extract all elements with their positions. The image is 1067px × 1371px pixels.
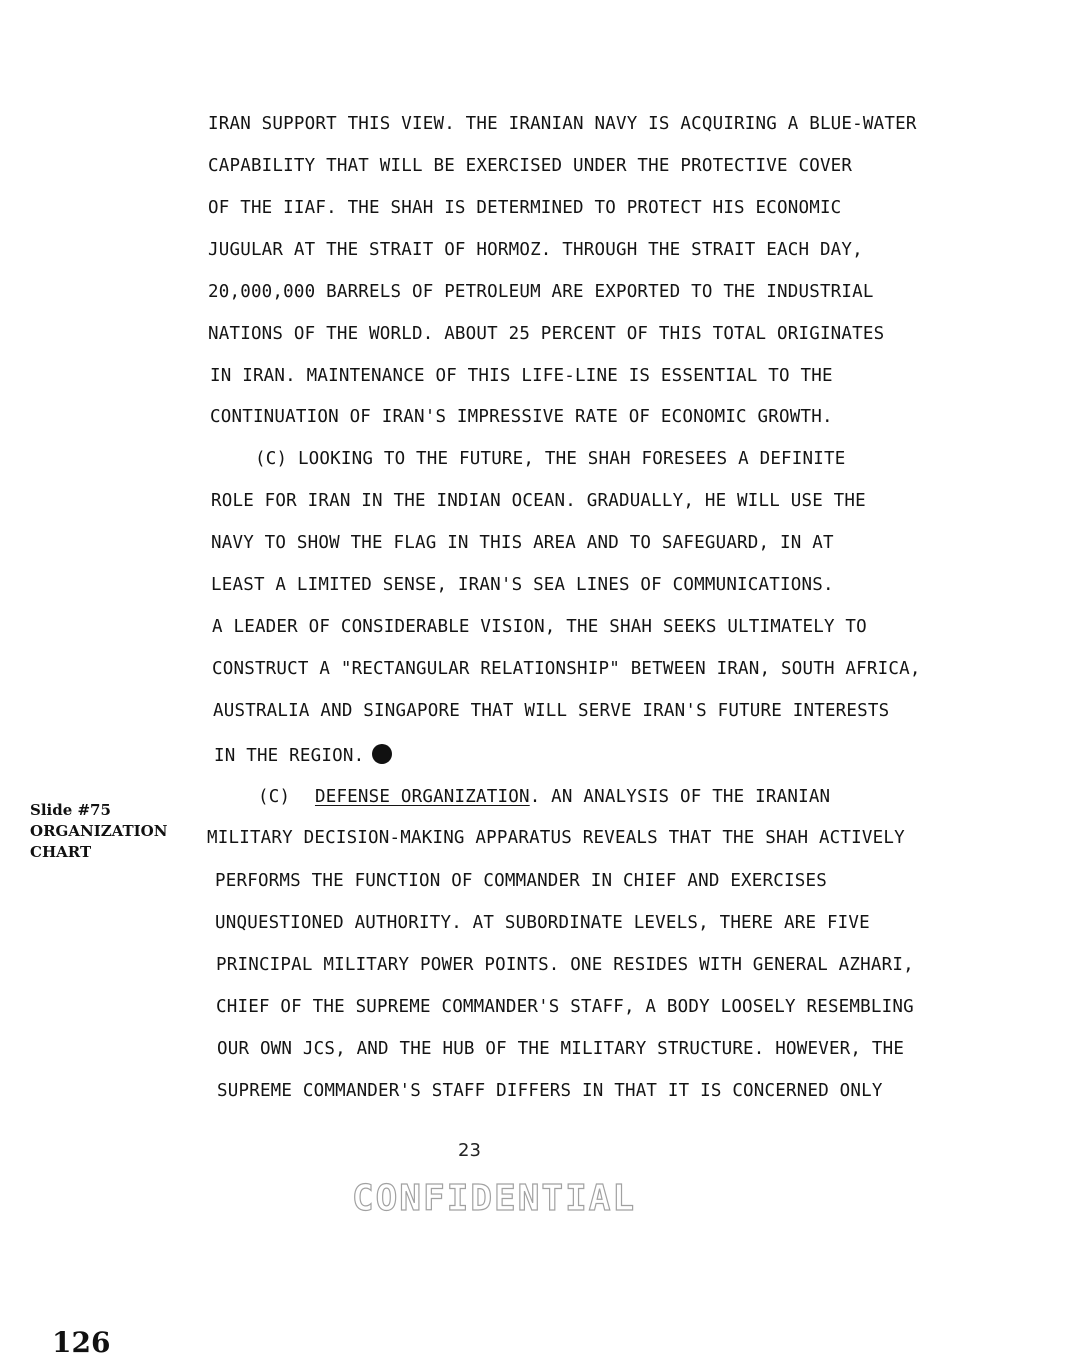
text-line: OF THE IIAF. THE SHAH IS DETERMINED TO PROTECT HIS ECONOMIC — [208, 198, 842, 218]
text-line: CONTINUATION OF IRAN'S IMPRESSIVE RATE OF ECONOMIC GROWTH. — [210, 407, 833, 427]
text-line: A LEADER OF CONSIDERABLE VISION, THE SHAH SEEKS ULTIMATELY TO — [212, 617, 867, 637]
text-line: IRAN SUPPORT THIS VIEW. THE IRANIAN NAVY IS ACQUIRING A BLUE-WATER — [208, 114, 917, 134]
classification-stamp — [352, 1168, 637, 1219]
text-line: IN THE REGION. — [214, 746, 365, 766]
text-line: CHIEF OF THE SUPREME COMMANDER'S STAFF, A BODY LOOSELY RESEMBLING — [216, 997, 914, 1017]
text-line-with-mark — [214, 744, 392, 767]
text-line: ROLE FOR IRAN IN THE INDIAN OCEAN. GRADUALLY, HE WILL USE THE — [211, 491, 866, 511]
text-line: IN IRAN. MAINTENANCE OF THIS LIFE-LINE IS ESSENTIAL TO THE — [210, 366, 833, 386]
text-line: PRINCIPAL MILITARY POWER POINTS. ONE RESIDES WITH GENERAL AZHARI, — [216, 955, 914, 975]
text-line: UNQUESTIONED AUTHORITY. AT SUBORDINATE LEVELS, THERE ARE FIVE — [215, 913, 870, 933]
section-heading: DEFENSE ORGANIZATION — [314, 787, 530, 807]
text-line: LEAST A LIMITED SENSE, IRAN'S SEA LINES OF COMMUNICATIONS. — [211, 575, 834, 595]
outer-page-number: 126 — [52, 1326, 111, 1359]
margin-annotation — [30, 800, 167, 863]
text-line: NATIONS OF THE WORLD. ABOUT 25 PERCENT OF THIS TOTAL ORIGINATES — [208, 324, 885, 344]
text-line: NAVY TO SHOW THE FLAG IN THIS AREA AND TO SAFEGUARD, IN AT — [211, 533, 834, 553]
text-line: MILITARY DECISION-MAKING APPARATUS REVEALS THAT THE SHAH ACTIVELY — [207, 828, 905, 848]
text-line: OUR OWN JCS, AND THE HUB OF THE MILITARY STRUCTURE. HOWEVER, THE — [217, 1039, 905, 1059]
margin-note-title: ORGANIZATION — [30, 822, 168, 840]
section-heading-line — [258, 786, 830, 808]
paragraph-end-mark-icon — [372, 744, 392, 764]
text-line: SUPREME COMMANDER'S STAFF DIFFERS IN THAT IT IS CONCERNED ONLY — [217, 1081, 883, 1101]
text-line: CONSTRUCT A "RECTANGULAR RELATIONSHIP" BETWEEN IRAN, SOUTH AFRICA, — [212, 659, 921, 679]
classification-prefix: (C) — [258, 787, 291, 807]
text-line: (C) LOOKING TO THE FUTURE, THE SHAH FORESEES A DEFINITE — [255, 449, 846, 469]
text-line: JUGULAR AT THE STRAIT OF HORMOZ. THROUGH THE STRAIT EACH DAY, — [208, 240, 863, 260]
text-line: 20,000,000 BARRELS OF PETROLEUM ARE EXPORTED TO THE INDUSTRIAL — [208, 282, 874, 302]
text-line: . AN ANALYSIS OF THE IRANIAN — [529, 787, 831, 807]
inner-page-number: 23 — [458, 1140, 481, 1161]
text-line: CAPABILITY THAT WILL BE EXERCISED UNDER THE PROTECTIVE COVER — [208, 156, 853, 176]
margin-note-subtitle: CHART — [30, 843, 92, 861]
text-line: AUSTRALIA AND SINGAPORE THAT WILL SERVE IRAN'S FUTURE INTERESTS — [213, 701, 890, 721]
classification-stamp-text: CONFIDENTIAL — [352, 1178, 637, 1219]
text-line: PERFORMS THE FUNCTION OF COMMANDER IN CHIEF AND EXERCISES — [215, 871, 827, 891]
margin-note-slide: Slide #75 — [30, 801, 111, 819]
